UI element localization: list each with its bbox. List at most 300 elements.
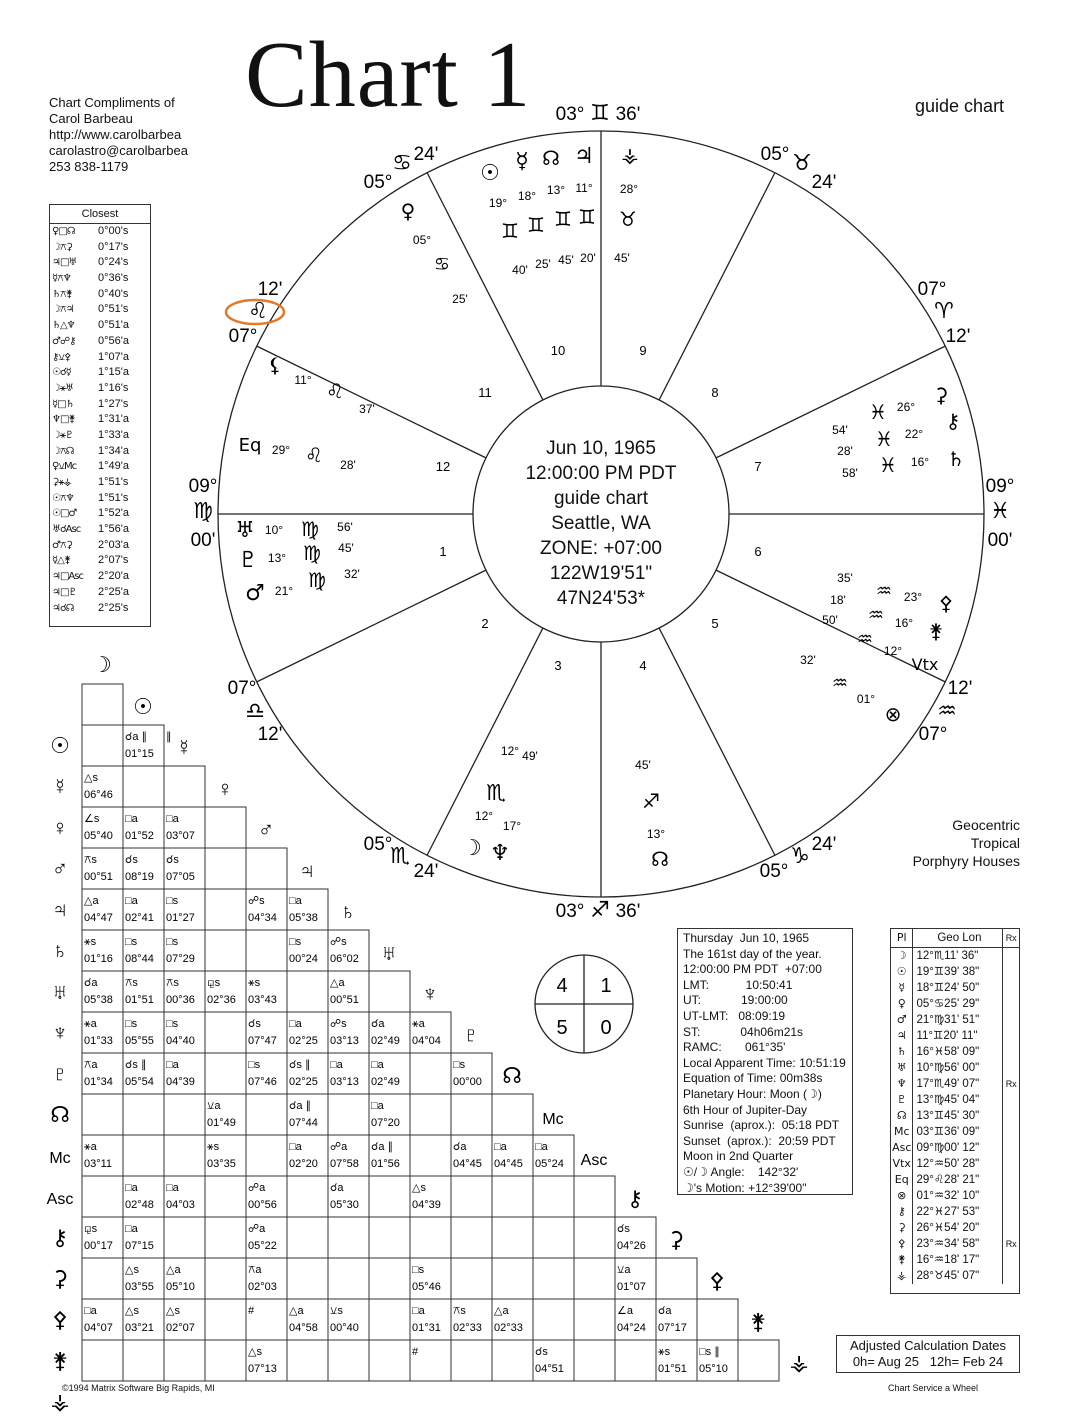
cusp-label-sign: ♍ xyxy=(193,499,213,524)
aspect-symbol: ☌s xyxy=(248,1018,261,1030)
aspect-orb: 06°46 xyxy=(84,789,113,801)
position-rx xyxy=(1003,1092,1019,1108)
aspect-orb: 00°36 xyxy=(166,994,195,1006)
aspect-symbol: △a xyxy=(289,1305,304,1317)
cusp-label-sign: ♋ xyxy=(392,151,412,176)
aspect-orb: 02°25 xyxy=(289,1076,318,1088)
position-pl: Eq xyxy=(891,1172,913,1188)
grid-cell xyxy=(164,1217,205,1258)
position-rx xyxy=(1003,1220,1019,1236)
pos-header-lon: Geo Lon xyxy=(913,929,1003,947)
aspect-orb: 05°24 xyxy=(535,1158,564,1170)
position-lon: 26°♓54' 20" xyxy=(913,1220,1003,1236)
aspect-orb: 07°20 xyxy=(371,1117,400,1129)
grid-cell xyxy=(164,1340,205,1381)
cusp-label-min: 07° xyxy=(918,724,948,745)
closest-orb: 2°20'a xyxy=(98,570,129,583)
footer-right: Chart Service a Wheel xyxy=(888,1383,979,1393)
grid-row-label: ☉ xyxy=(50,733,70,758)
position-row xyxy=(891,1188,1019,1204)
aspect-symbol: ⚼s xyxy=(84,1223,98,1235)
closest-aspect: ☽⚹♅ xyxy=(52,382,73,394)
center-info: Jun 10, 1965 12:00:00 PM PDT guide chart Seattle, WA ZONE: +07:00 122W19'51" 47N24'53* xyxy=(525,438,677,609)
aspect-symbol: △s xyxy=(125,1264,139,1276)
aspect-orb: 02°20 xyxy=(289,1158,318,1170)
grid-cell xyxy=(697,1299,738,1340)
position-pl: Asc xyxy=(891,1140,913,1156)
cusp-label-sign: ♏ xyxy=(390,844,410,869)
position-row xyxy=(891,964,1019,980)
cusp-label-sign: ♈ xyxy=(934,299,954,324)
positions-table xyxy=(890,928,1020,1294)
aspect-orb: 05°38 xyxy=(289,912,318,924)
aspect-symbol: ☌a xyxy=(371,1018,385,1030)
planet-glyph: ⊗ xyxy=(884,702,902,726)
aspect-symbol: △a xyxy=(494,1305,509,1317)
grid-cell xyxy=(369,1340,410,1381)
grid-cell xyxy=(82,1094,123,1135)
aspect-symbol: ☌s xyxy=(166,854,179,866)
planet-glyph: ☊ xyxy=(542,146,560,170)
grid-diagonal-label: ⚵ xyxy=(749,1309,767,1334)
aspect-orb: 04°58 xyxy=(289,1322,318,1334)
planet-min: 45' xyxy=(558,253,574,267)
aspect-orb: 07°15 xyxy=(125,1240,154,1252)
position-lon: 19°♊39' 38" xyxy=(913,964,1003,980)
closest-orb: 1°34'a xyxy=(98,444,129,457)
grid-cell xyxy=(574,1258,615,1299)
position-lon: 03°♊36' 09" xyxy=(913,1124,1003,1140)
quad-upper-left: 4 xyxy=(556,975,568,997)
position-pl: ♇ xyxy=(891,1092,913,1108)
cusp-label-deg: 12' xyxy=(947,678,973,699)
aspect-orb: 04°39 xyxy=(412,1199,441,1211)
grid-cell xyxy=(615,1340,656,1381)
aspect-orb: 01°16 xyxy=(84,953,113,965)
aspect-orb: 04°40 xyxy=(166,1035,195,1047)
grid-cell xyxy=(123,1340,164,1381)
position-lon: 11°♊20' 11" xyxy=(913,1028,1003,1044)
position-lon: 09°♍00' 12" xyxy=(913,1140,1003,1156)
planet-min: 56' xyxy=(337,520,353,534)
grid-row-label: ♅ xyxy=(51,979,69,1004)
position-row xyxy=(891,996,1019,1012)
aspect-symbol: □s xyxy=(166,936,179,948)
aspect-orb: 01°27 xyxy=(166,912,195,924)
planet-sign: ♒ xyxy=(875,581,893,602)
aspect-orb: 02°33 xyxy=(453,1322,482,1334)
aspect-orb: 03°13 xyxy=(330,1076,359,1088)
grid-diagonal-label: Asc xyxy=(580,1152,608,1169)
position-pl: ♅ xyxy=(891,1060,913,1076)
position-rx xyxy=(1003,1108,1019,1124)
aspect-orb: 01°49 xyxy=(207,1117,236,1129)
aspect-orb: 02°48 xyxy=(125,1199,154,1211)
planet-deg: 13° xyxy=(546,183,566,197)
aspect-symbol: # xyxy=(412,1346,419,1358)
position-rx xyxy=(1003,1252,1019,1268)
quadrant-circle xyxy=(533,953,637,1057)
planet-sign: ♒ xyxy=(856,629,874,650)
planet-min: 32' xyxy=(800,653,816,667)
closest-aspect: ☿⚻♆ xyxy=(52,273,71,285)
closest-title: Closest xyxy=(50,205,150,224)
closest-aspect: ♄△♆ xyxy=(52,320,75,332)
closest-orb: 1°49'a xyxy=(98,460,129,473)
aspect-symbol: ⚻a xyxy=(248,1264,262,1276)
cusp-line xyxy=(427,173,543,400)
aspect-orb: 04°39 xyxy=(166,1076,195,1088)
position-rx xyxy=(1003,1060,1019,1076)
grid-cell xyxy=(533,1176,574,1217)
house-number: 5 xyxy=(711,616,719,631)
grid-cell xyxy=(328,1217,369,1258)
aspect-symbol: □s xyxy=(248,1059,261,1071)
aspect-orb: 01°07 xyxy=(617,1281,646,1293)
aspect-symbol: ☍s xyxy=(248,895,265,907)
aspect-symbol: △s xyxy=(125,1305,139,1317)
aspect-orb: 04°34 xyxy=(248,912,277,924)
position-rx xyxy=(1003,1028,1019,1044)
aspect-orb: 03°35 xyxy=(207,1158,236,1170)
position-rx: Rx xyxy=(1005,1079,1017,1089)
position-lon: 16°♒18' 17" xyxy=(913,1252,1003,1268)
position-rx xyxy=(1003,1188,1019,1204)
grid-cell xyxy=(369,971,410,1012)
planet-glyph: ⚶ xyxy=(621,143,639,167)
planet-deg: 16° xyxy=(910,455,930,469)
planet-sign: ♓ xyxy=(879,453,897,477)
closest-orb: 1°51's xyxy=(98,491,129,504)
grid-row-label: ⚶ xyxy=(50,1389,70,1414)
planet-glyph: ♀ xyxy=(400,199,416,223)
position-row xyxy=(891,1140,1019,1156)
closest-orb: 1°56'a xyxy=(98,523,129,536)
position-lon: 22°♓27' 53" xyxy=(913,1204,1003,1220)
position-pl: ♄ xyxy=(891,1044,913,1060)
position-row xyxy=(891,1268,1019,1284)
chart-info-box: Thursday Jun 10, 1965 The 161st day of the year. 12:00:00 PM PDT +07:00 LMT: 10:50:41 UT: 19:00:00 UT-LMT: 08:09:19 ST: 04h06m21s RAMC: 061°35' Local Apparent Time: 10:51:19 Equation of Time: 00m38s Planetary Hour: Moon (☽) 6th Hour of Jupiter-Day Sunrise (aprox.): 05:18 PDT Sunset (aprox.): 20:59 PDT Moon in 2nd Quarter ☉/☽ Angle: 142°32' ☽'s Motion: +12°39'00" xyxy=(677,928,853,1195)
grid-diagonal-label: Mc xyxy=(542,1111,564,1128)
planet-deg: 12° xyxy=(883,644,903,658)
aspect-symbol: □a xyxy=(494,1141,507,1153)
grid-cell xyxy=(451,1176,492,1217)
planet-glyph: ⚸ xyxy=(267,353,283,377)
grid-cell xyxy=(656,1258,697,1299)
system-text: Geocentric Tropical Porphyry Houses xyxy=(912,817,1020,869)
planet-glyph: ♂ xyxy=(245,581,265,606)
aspect-symbol: □s xyxy=(125,936,138,948)
cusp-label-deg: 12' xyxy=(257,279,283,300)
quad-lower-left: 5 xyxy=(556,1017,568,1039)
grid-cell xyxy=(287,971,328,1012)
closest-orb: 1°52'a xyxy=(98,507,129,520)
aspect-orb: 01°15 xyxy=(125,748,154,760)
position-rx xyxy=(1003,1012,1019,1028)
grid-cell xyxy=(451,1340,492,1381)
aspect-orb: 00°17 xyxy=(84,1240,113,1252)
closest-orb: 0°00's xyxy=(98,225,129,237)
aspect-symbol: □a xyxy=(330,1059,343,1071)
grid-diagonal-label: ☽ xyxy=(92,652,112,677)
grid-cell xyxy=(369,1176,410,1217)
closest-aspect: ♀□☊ xyxy=(52,226,75,237)
closest-aspect: ♂⚻⚳ xyxy=(52,539,72,551)
planet-deg: 10° xyxy=(264,523,284,537)
grid-cell xyxy=(533,1217,574,1258)
closest-orb: 1°31'a xyxy=(98,413,129,426)
planet-sign: ♓ xyxy=(869,400,887,424)
position-lon: 17°♏49' 07" xyxy=(913,1076,1003,1092)
aspect-orb: 05°10 xyxy=(699,1363,728,1375)
grid-cell xyxy=(574,1299,615,1340)
closest-orb: 1°27's xyxy=(98,397,129,410)
planet-deg: 13° xyxy=(267,551,287,565)
grid-cell xyxy=(205,930,246,971)
aspect-orb: 05°55 xyxy=(125,1035,154,1047)
cusp-label-deg: 03° xyxy=(555,104,585,125)
aspect-orb: 07°46 xyxy=(248,1076,277,1088)
cusp-label-sign: ♓ xyxy=(990,499,1010,524)
grid-diagonal-label: ☿ xyxy=(175,735,193,760)
aspect-orb: 03°07 xyxy=(166,830,195,842)
grid-cell xyxy=(328,1340,369,1381)
aspect-orb: 00°40 xyxy=(330,1322,359,1334)
planet-min: 58' xyxy=(842,466,858,480)
closest-aspect: ♆□⚵ xyxy=(52,414,75,426)
position-lon: 12°♏11' 36" xyxy=(913,948,1003,964)
planet-sign: ♍ xyxy=(301,517,319,541)
closest-aspect: ♀⚺Mc xyxy=(52,461,77,473)
aspect-symbol: ☍a xyxy=(248,1182,266,1194)
aspect-symbol: ⚹s xyxy=(248,977,261,989)
grid-cell xyxy=(246,848,287,889)
aspect-symbol: ⚹a xyxy=(412,1018,425,1030)
aspect-orb: 02°36 xyxy=(207,994,236,1006)
cusp-label-deg: 09° xyxy=(188,476,218,497)
house-number: 10 xyxy=(550,343,566,358)
planet-deg: 23° xyxy=(903,590,923,604)
aspect-orb: 05°22 xyxy=(248,1240,277,1252)
grid-cell xyxy=(82,1176,123,1217)
position-lon: 05°♋25' 29" xyxy=(913,996,1003,1012)
grid-diagonal-label: ⚴ xyxy=(708,1268,726,1293)
planet-min: 28' xyxy=(837,444,853,458)
position-lon: 13°♊45' 30" xyxy=(913,1108,1003,1124)
position-lon: 28°♉45' 07" xyxy=(913,1268,1003,1284)
position-lon: 12°♒50' 28" xyxy=(913,1156,1003,1172)
adjusted-dates: Adjusted Calculation Dates 0h= Aug 25 12h= Feb 24 xyxy=(836,1335,1020,1373)
cusp-label-deg: 07° xyxy=(917,279,947,300)
closest-aspect: ⚳⚹⚶ xyxy=(52,477,71,488)
position-pl: ⚷ xyxy=(891,1204,913,1220)
planet-deg: 29° xyxy=(271,443,291,457)
grid-row-label: ♃ xyxy=(51,897,69,922)
planet-min: 40' xyxy=(512,263,528,277)
planet-min: 45' xyxy=(338,541,354,555)
grid-row-label: ♇ xyxy=(51,1061,69,1086)
grid-diagonal-label: ⚳ xyxy=(667,1227,685,1252)
planet-min: 32' xyxy=(344,567,360,581)
aspect-symbol: ⚺a xyxy=(207,1100,221,1112)
aspect-symbol: □s xyxy=(166,895,179,907)
house-number: 3 xyxy=(554,658,562,673)
planet-min: 45' xyxy=(614,251,630,265)
chart-title: Chart 1 xyxy=(245,23,532,127)
position-lon: 16°♓58' 09" xyxy=(913,1044,1003,1060)
aspect-symbol: ☌a xyxy=(453,1141,467,1153)
aspect-symbol: ∠s xyxy=(84,813,100,825)
planet-sign: ♊ xyxy=(578,205,596,229)
position-pl: ⚳ xyxy=(891,1220,913,1236)
position-pl: ⚶ xyxy=(891,1268,913,1284)
aspect-symbol: ⚹a xyxy=(84,1141,97,1153)
planet-glyph: ♃ xyxy=(574,144,594,169)
aspect-orb: 05°10 xyxy=(166,1281,195,1293)
grid-row-label: ♂ xyxy=(51,856,69,881)
grid-cell xyxy=(164,1135,205,1176)
planet-deg: 12° xyxy=(474,809,494,823)
aspect-orb: 02°25 xyxy=(289,1035,318,1047)
aspect-orb: 03°11 xyxy=(84,1158,113,1170)
planet-deg: 12° xyxy=(500,744,520,758)
closest-aspect: ♂☍⚷ xyxy=(52,335,76,347)
position-row xyxy=(891,1124,1019,1140)
aspect-symbol: □s xyxy=(453,1059,466,1071)
grid-cell xyxy=(164,1094,205,1135)
position-lon: 23°♒34' 58" xyxy=(913,1236,1003,1252)
aspect-symbol: ⚻a xyxy=(84,1059,98,1071)
aspect-orb: 03°43 xyxy=(248,994,277,1006)
aspect-orb: 03°55 xyxy=(125,1281,154,1293)
closest-orb: 1°33'a xyxy=(98,428,129,441)
aspect-symbol: △s xyxy=(412,1182,426,1194)
cusp-label-deg: 05° xyxy=(363,172,393,193)
planet-glyph: ⚵ xyxy=(928,619,944,643)
closest-aspect: ☽⚹♇ xyxy=(52,429,73,441)
grid-row-label: ♄ xyxy=(51,938,69,963)
house-number: 11 xyxy=(478,385,492,400)
grid-cell xyxy=(492,1176,533,1217)
closest-orb: 0°51'a xyxy=(98,319,129,332)
closest-aspect: ⚷⚺⚴ xyxy=(52,351,71,363)
position-rx xyxy=(1003,1044,1019,1060)
grid-diagonal-label: ☊ xyxy=(502,1063,522,1088)
cusp-label-deg: 09° xyxy=(985,476,1015,497)
closest-aspect: ☽⚻⚳ xyxy=(52,241,72,253)
grid-cell xyxy=(369,1299,410,1340)
planet-min: 49' xyxy=(522,749,538,763)
aspect-symbol: ☌s ∥ xyxy=(289,1059,311,1071)
grid-cell xyxy=(533,1299,574,1340)
position-row xyxy=(891,1012,1019,1028)
aspect-symbol: □s xyxy=(125,1018,138,1030)
position-lon: 29°♌28' 21" xyxy=(913,1172,1003,1188)
aspect-symbol: □a xyxy=(84,1305,97,1317)
grid-diagonal-label: ♀ xyxy=(216,776,234,801)
house-number: 6 xyxy=(754,544,762,559)
aspect-orb: 01°51 xyxy=(658,1363,687,1375)
grid-row-label: ♀ xyxy=(51,815,69,840)
grid-cell xyxy=(287,1217,328,1258)
aspect-symbol: △a xyxy=(84,895,99,907)
grid-cell xyxy=(410,1094,451,1135)
house-number: 12 xyxy=(435,459,451,474)
planet-min: 35' xyxy=(837,571,853,585)
grid-diagonal-label: ♃ xyxy=(298,858,316,883)
grid-cell xyxy=(246,1135,287,1176)
aspect-symbol: ☍s xyxy=(330,1018,347,1030)
position-row xyxy=(891,1044,1019,1060)
aspect-symbol: □a xyxy=(289,1141,302,1153)
grid-cell xyxy=(451,1258,492,1299)
planet-deg: 26° xyxy=(896,400,916,414)
position-pl: ♆ xyxy=(891,1076,913,1092)
planet-sign: ♓ xyxy=(875,427,893,451)
cusp-label-min: 12' xyxy=(945,326,971,347)
aspect-orb: 02°49 xyxy=(371,1035,400,1047)
cusp-label-sign: ♊ xyxy=(590,101,610,126)
aspect-symbol: ☌a xyxy=(658,1305,672,1317)
grid-cell xyxy=(205,1176,246,1217)
aspect-symbol: ☌s xyxy=(617,1223,630,1235)
grid-diagonal-label: ☉ xyxy=(133,694,153,719)
planet-deg: 19° xyxy=(488,196,508,210)
position-pl: ☽ xyxy=(891,948,913,964)
aspect-symbol: □a xyxy=(412,1305,425,1317)
grid-cell xyxy=(82,725,123,766)
grid-cell xyxy=(410,1135,451,1176)
position-row xyxy=(891,1204,1019,1220)
cusp-label-min: 12' xyxy=(257,724,283,745)
closest-aspect: ☿□♄ xyxy=(52,398,74,410)
aspect-orb: 05°46 xyxy=(412,1281,441,1293)
aspect-symbol: △s xyxy=(248,1346,262,1358)
grid-cell xyxy=(82,1258,123,1299)
closest-aspect: ☉⚻♆ xyxy=(52,492,74,504)
planet-deg: 21° xyxy=(274,584,294,598)
house-number: 1 xyxy=(439,544,447,559)
aspect-symbol: # xyxy=(248,1305,255,1317)
aspect-symbol: ⚹s xyxy=(658,1346,671,1358)
aspect-orb: 02°03 xyxy=(248,1281,277,1293)
cusp-label-min: 36' xyxy=(615,104,641,125)
closest-orb: 0°56'a xyxy=(98,334,129,347)
grid-diagonal-label: ♆ xyxy=(421,981,439,1006)
grid-cell xyxy=(205,1258,246,1299)
aspect-orb: 04°45 xyxy=(494,1158,523,1170)
closest-aspect: ☽⚻♃ xyxy=(52,304,74,316)
aspect-symbol: □a xyxy=(289,895,302,907)
grid-cell xyxy=(205,807,246,848)
aspect-orb: 04°47 xyxy=(84,912,113,924)
aspect-symbol: ⚻s xyxy=(453,1305,466,1317)
position-lon: 18°♊24' 50" xyxy=(913,980,1003,996)
cusp-label-min: 24' xyxy=(811,834,837,855)
planet-glyph: Eq xyxy=(238,435,262,456)
planet-deg: 11° xyxy=(294,373,312,387)
aspect-symbol: ☌a ∥ xyxy=(125,731,148,743)
aspect-symbol: ☌s xyxy=(125,854,138,866)
aspect-symbol: □a xyxy=(125,895,138,907)
position-row xyxy=(891,1220,1019,1236)
grid-row-label: ♆ xyxy=(51,1020,69,1045)
position-pl: Vtx xyxy=(891,1156,913,1172)
chart-name: guide chart xyxy=(915,96,1005,116)
aspect-orb: 01°52 xyxy=(125,830,154,842)
aspect-orb: 04°03 xyxy=(166,1199,195,1211)
planet-glyph: ⚷ xyxy=(945,409,961,433)
